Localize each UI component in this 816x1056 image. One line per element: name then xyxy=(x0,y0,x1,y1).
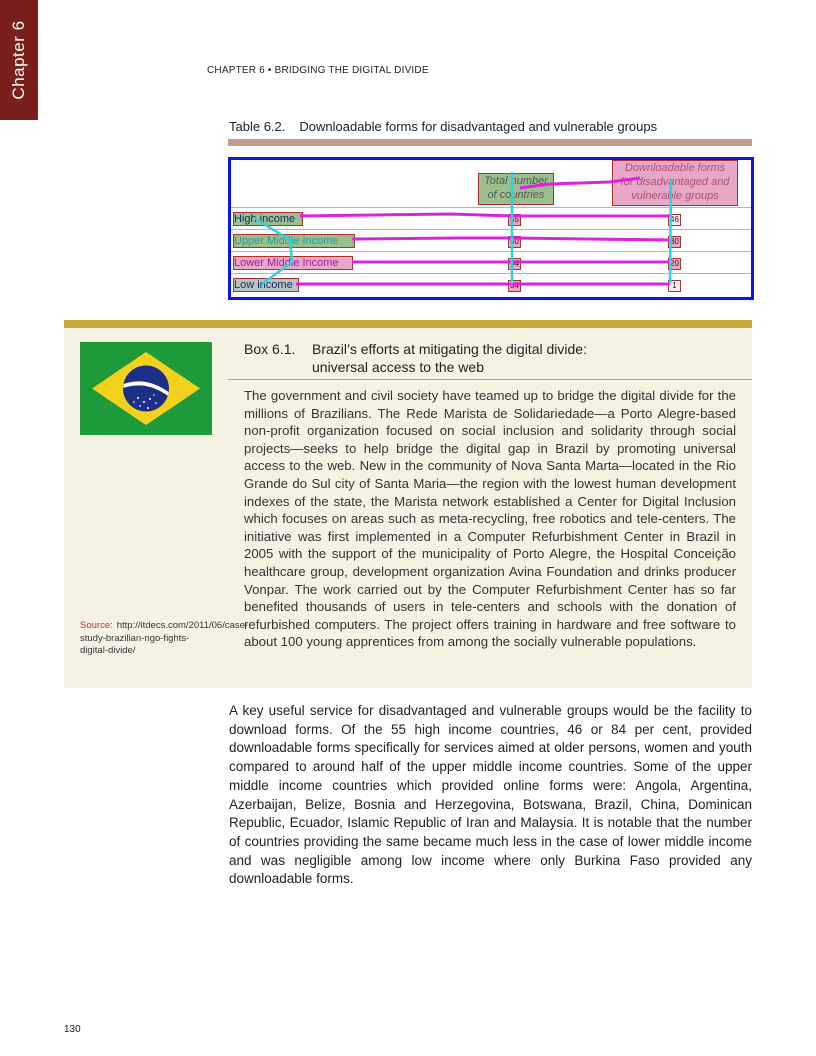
source-note xyxy=(80,620,249,658)
table-number: Table 6.2. xyxy=(229,119,286,134)
cell-high-total: 55 xyxy=(508,214,521,226)
brazil-flag-image xyxy=(80,342,212,435)
chapter-tab-label: Chapter 6 xyxy=(9,20,28,100)
box-body-text: The government and civil society have teamed up to bridge the digital divide for the millions of Brazilians. The Rede Marista de Solidariedade—a Porto Alegre-based non-profit organization focused on social inclusion and solidarity through social projects—seeks to help bridge the digital gap in Brazil by promoting universal access to the web. New in the community of Nova Santa Marta—located in the Rio Grande do Sul city of Santa Maria—the region with the lowest human development indexes of the state, the Marista network established a Center for Digital Inclusion which focuses on areas such as meta-recycling, free robotics and tele-centers. The initiative was first implemented in a Computer Refurbishment Center in Brazil in 2005 with the support of the municipality of Porto Alegre, the Hospital Conceição healthcare group, development organization Avina Foundation and drinks producer Vonpar. The work carried out by the Computer Refurbishment Center has so far benefited thousands of users in tele-centers and schools with the donation of refurbished computers. The project offers training in hardware and free software to about 100 young apprentices from among the socially vulnerable populations. xyxy=(244,388,736,650)
cell-high-forms: 46 xyxy=(668,214,681,226)
cell-upper-forms: 30 xyxy=(668,236,681,248)
header-downloadable-forms xyxy=(612,160,738,206)
source-label: Source: xyxy=(80,620,113,631)
header-total-line1: Total number xyxy=(484,175,548,187)
row-label-lower-middle: Lower Middle Income xyxy=(233,256,353,270)
table-caption xyxy=(229,119,657,134)
running-head: CHAPTER 6 • BRIDGING THE DIGITAL DIVIDE xyxy=(207,65,429,76)
box-title-rule xyxy=(228,379,752,380)
row-label-low-income: Low income xyxy=(233,278,299,292)
header-total-countries xyxy=(478,173,554,205)
box-title xyxy=(244,340,587,376)
row-divider xyxy=(231,273,751,274)
cell-lower-total: 54 xyxy=(508,258,521,270)
header-divider xyxy=(231,207,751,208)
row-label-upper-middle: Upper Middle Income xyxy=(233,234,355,248)
row-divider xyxy=(231,251,751,252)
source-url[interactable]: http://itdecs.com/2011/06/case-study-brazilian-ngo-fights-digital-divide/ xyxy=(80,620,249,656)
row-divider xyxy=(231,229,751,230)
box-number: Box 6.1. xyxy=(244,341,296,357)
box-top-bar xyxy=(64,320,752,328)
table-top-rule xyxy=(228,139,752,146)
body-paragraph: A key useful service for disadvantaged and vulnerable groups would be the facility to download forms. Of the 55 high income countries, 46 or 84 per cent, provided downloadable forms specifically for services aimed at older persons, women and youth compared to around half of the upper middle income countries. Some of the upper middle income countries which provided online forms were: Angola, Argentina, Azerbaijan, Belize, Bosnia and Herzegovina, Botswana, Brazil, China, Dominican Republic, Ecuador, Islamic Republic of Iran and Malaysia. It is notable that the number of countries providing the same became much less in the case of lower middle income and was negligible among low income where only Burkina Faso provided any downloadable forms. xyxy=(229,703,752,887)
header-down-line3: vulnerable groups xyxy=(631,190,719,202)
header-down-line2: for disadvantaged and xyxy=(620,176,730,188)
page-number: 130 xyxy=(64,1024,81,1035)
cell-lower-forms: 20 xyxy=(668,258,681,270)
table-title: Downloadable forms for disadvantaged and vulnerable groups xyxy=(299,119,658,134)
box-title-line1: Brazil’s efforts at mitigating the digital divide: xyxy=(312,341,587,357)
row-label-high-income: High income xyxy=(233,212,303,226)
header-down-line1: Downloadable forms xyxy=(624,162,726,174)
box-title-line2: universal access to the web xyxy=(312,359,484,375)
data-table xyxy=(228,157,754,300)
cell-low-forms: 1 xyxy=(668,280,681,292)
header-total-line2: of countries xyxy=(487,189,545,201)
cell-upper-total: 50 xyxy=(508,236,521,248)
cell-low-total: 34 xyxy=(508,280,521,292)
chapter-tab xyxy=(0,0,38,120)
